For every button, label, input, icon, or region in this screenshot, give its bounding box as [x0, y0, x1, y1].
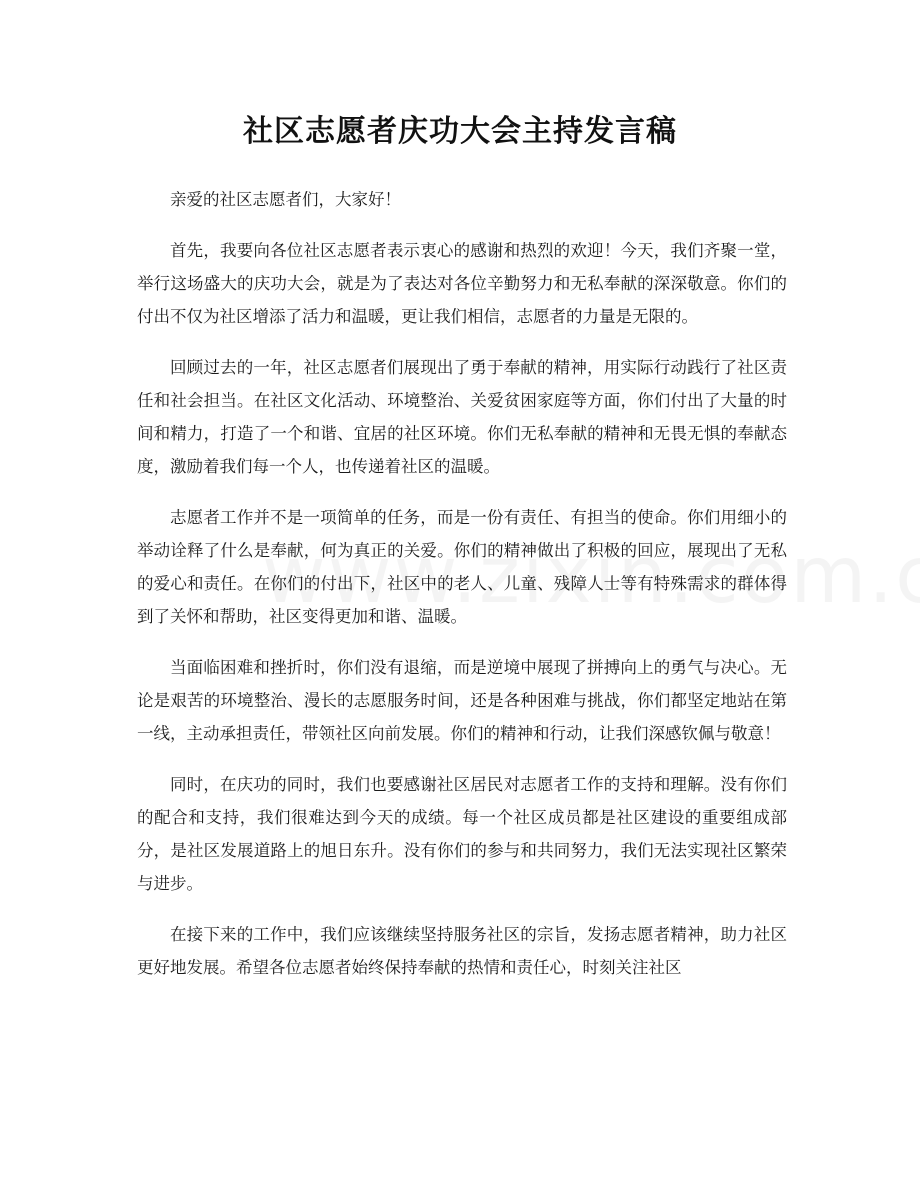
paragraph: 在接下来的工作中，我们应该继续坚持服务社区的宗旨，发扬志愿者精神，助力社区更好地发展。希望各位志愿者始终保持奉献的热情和责任心，时刻关注社区 — [137, 925, 787, 977]
document-title: 社区志愿者庆功大会主持发言稿 — [243, 114, 677, 149]
paragraph-greeting: 亲爱的社区志愿者们，大家好！ — [170, 190, 401, 209]
document-body — [137, 183, 787, 1002]
paragraph: 同时，在庆功的同时，我们也要感谢社区居民对志愿者工作的支持和理解。没有你们的配合和支持，我们很难达到今天的成绩。每一个社区成员都是社区建设的重要组成部分，是社区发展道路上的旭日东升。没有你们的参与和共同努力，我们无法实现社区繁荣与进步。 — [137, 775, 787, 893]
paragraph: 当面临困难和挫折时，你们没有退缩，而是逆境中展现了拼搏向上的勇气与决心。无论是艰苦的环境整治、漫长的志愿服务时间，还是各种困难与挑战，你们都坚定地站在第一线，主动承担责任，带领社区向前发展。你们的精神和行动，让我们深感钦佩与敬意！ — [137, 658, 787, 743]
paragraph: 回顾过去的一年，社区志愿者们展现出了勇于奉献的精神，用实际行动践行了社区责任和社会担当。在社区文化活动、环境整治、关爱贫困家庭等方面，你们付出了大量的时间和精力，打造了一个和谐、宜居的社区环境。你们无私奉献的精神和无畏无惧的奉献态度，激励着我们每一个人，也传递着社区的温暖。 — [137, 358, 787, 476]
paragraph: 首先，我要向各位社区志愿者表示衷心的感谢和热烈的欢迎！今天，我们齐聚一堂，举行这场盛大的庆功大会，就是为了表达对各位辛勤努力和无私奉献的深深敬意。你们的付出不仅为社区增添了活力和温暖，更让我们相信，志愿者的力量是无限的。 — [137, 241, 787, 326]
paragraph: 志愿者工作并不是一项简单的任务，而是一份有责任、有担当的使命。你们用细小的举动诠释了什么是奉献，何为真正的关爱。你们的精神做出了积极的回应，展现出了无私的爱心和责任。在你们的付出下，社区中的老人、儿童、残障人士等有特殊需求的群体得到了关怀和帮助，社区变得更加和谐、温暖。 — [137, 508, 787, 626]
